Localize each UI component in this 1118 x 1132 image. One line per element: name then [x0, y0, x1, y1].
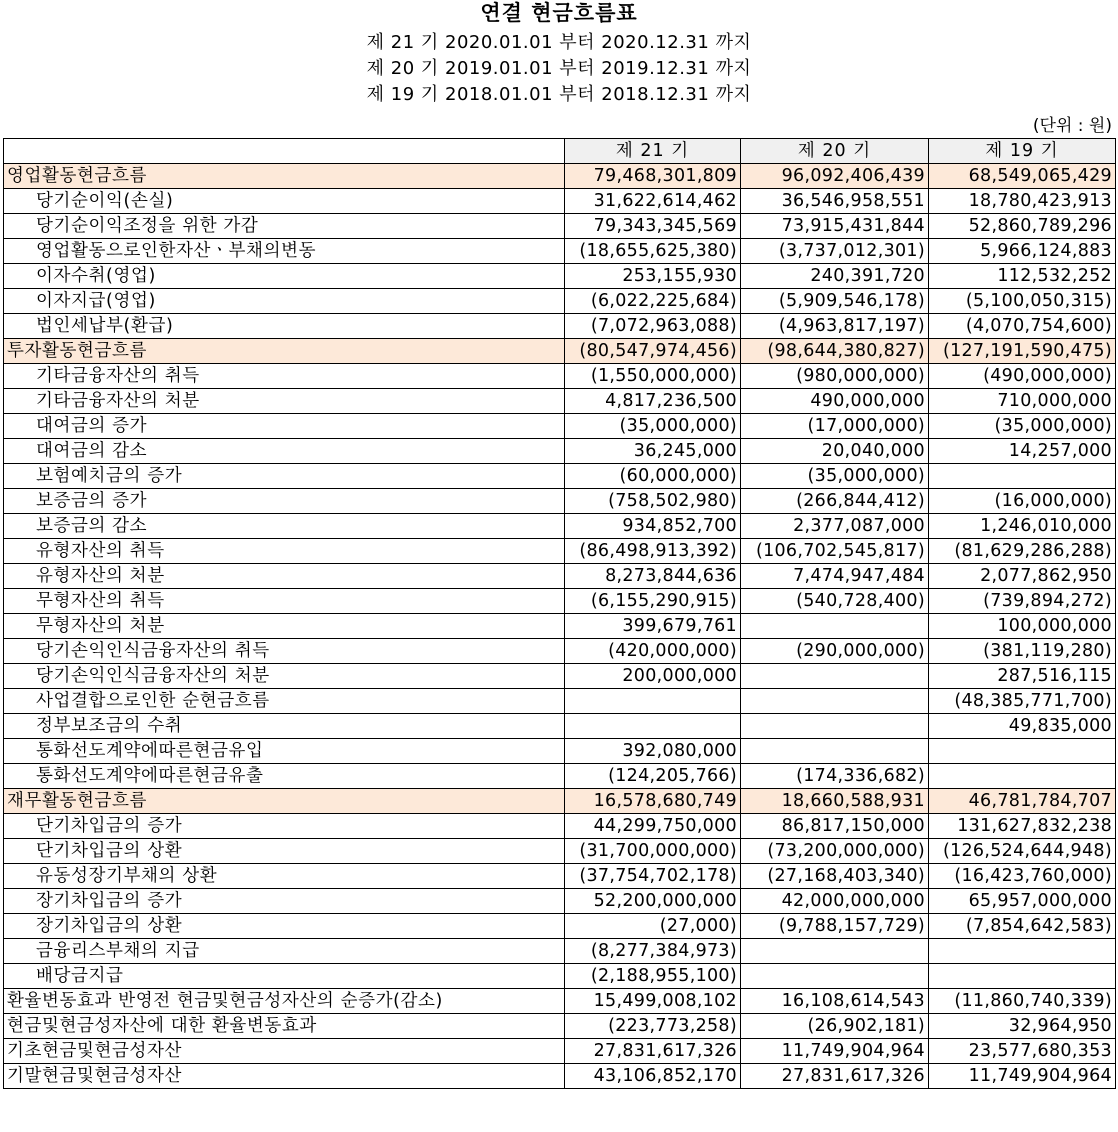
table-row: [4, 539, 1116, 564]
value-period-20: 16,108,614,543: [741, 989, 929, 1014]
value-period-21: (6,022,225,684): [565, 289, 741, 314]
value-period-19: 65,957,000,000: [929, 889, 1116, 914]
table-row: [4, 814, 1116, 839]
value-period-21: 27,831,617,326: [565, 1039, 741, 1064]
table-body: [4, 164, 1116, 1089]
row-label: 기말현금및현금성자산: [4, 1064, 565, 1089]
value-period-21: (1,550,000,000): [565, 364, 741, 389]
row-label: 기타금융자산의 처분: [4, 389, 565, 414]
header-period-19: 제 19 기: [929, 139, 1116, 164]
value-period-19: 11,749,904,964: [929, 1064, 1116, 1089]
value-period-20: [741, 664, 929, 689]
value-period-21: (2,188,955,100): [565, 964, 741, 989]
statement-title: 연결 현금흐름표: [480, 1, 638, 25]
row-label: 당기순이익(손실): [4, 189, 565, 214]
value-period-21: (37,754,702,178): [565, 864, 741, 889]
value-period-19: 287,516,115: [929, 664, 1116, 689]
section-row: [4, 339, 1116, 364]
table-row: [4, 764, 1116, 789]
table-row: [4, 314, 1116, 339]
value-period-21: 44,299,750,000: [565, 814, 741, 839]
value-period-19: 112,532,252: [929, 264, 1116, 289]
table-row: [4, 689, 1116, 714]
table-row: [4, 264, 1116, 289]
table-row: [4, 889, 1116, 914]
section-row: [4, 789, 1116, 814]
value-period-20: 2,377,087,000: [741, 514, 929, 539]
row-label: 당기순이익조정을 위한 가감: [4, 214, 565, 239]
value-period-19: 131,627,832,238: [929, 814, 1116, 839]
table-row: [4, 364, 1116, 389]
row-label: 보험예치금의 증가: [4, 464, 565, 489]
row-label: 영업활동현금흐름: [4, 164, 565, 189]
row-label: 무형자산의 취득: [4, 589, 565, 614]
table-row: [4, 189, 1116, 214]
value-period-20: (980,000,000): [741, 364, 929, 389]
period-line-20: 제 20 기 2019.01.01 부터 2019.12.31 까지: [366, 58, 752, 79]
value-period-20: (106,702,545,817): [741, 539, 929, 564]
value-period-21: 200,000,000: [565, 664, 741, 689]
period-line-19: 제 19 기 2018.01.01 부터 2018.12.31 까지: [366, 84, 752, 105]
value-period-19: [929, 764, 1116, 789]
row-label: 단기차입금의 상환: [4, 839, 565, 864]
table-row: [4, 939, 1116, 964]
row-label: 보증금의 증가: [4, 489, 565, 514]
value-period-20: [741, 689, 929, 714]
row-label: 투자활동현금흐름: [4, 339, 565, 364]
table-row: [4, 739, 1116, 764]
value-period-19: (48,385,771,700): [929, 689, 1116, 714]
value-period-20: (290,000,000): [741, 639, 929, 664]
value-period-19: (16,000,000): [929, 489, 1116, 514]
value-period-21: [565, 714, 741, 739]
value-period-20: [741, 739, 929, 764]
value-period-20: (27,168,403,340): [741, 864, 929, 889]
value-period-19: 18,780,423,913: [929, 189, 1116, 214]
value-period-20: (17,000,000): [741, 414, 929, 439]
value-period-21: (35,000,000): [565, 414, 741, 439]
value-period-20: 18,660,588,931: [741, 789, 929, 814]
value-period-20: (35,000,000): [741, 464, 929, 489]
row-label: 이자지급(영업): [4, 289, 565, 314]
value-period-19: 23,577,680,353: [929, 1039, 1116, 1064]
value-period-20: 27,831,617,326: [741, 1064, 929, 1089]
value-period-21: 52,200,000,000: [565, 889, 741, 914]
value-period-21: (18,655,625,380): [565, 239, 741, 264]
table-row: [4, 514, 1116, 539]
table-row: [4, 464, 1116, 489]
value-period-20: (98,644,380,827): [741, 339, 929, 364]
period-line-21: 제 21 기 2020.01.01 부터 2020.12.31 까지: [366, 32, 752, 53]
value-period-19: (81,629,286,288): [929, 539, 1116, 564]
row-label: 재무활동현금흐름: [4, 789, 565, 814]
value-period-20: 36,546,958,551: [741, 189, 929, 214]
value-period-21: (31,700,000,000): [565, 839, 741, 864]
row-label: 보증금의 감소: [4, 514, 565, 539]
value-period-21: 392,080,000: [565, 739, 741, 764]
row-label: 기초현금및현금성자산: [4, 1039, 565, 1064]
value-period-20: (266,844,412): [741, 489, 929, 514]
value-period-21: (7,072,963,088): [565, 314, 741, 339]
row-label: 금융리스부채의 지급: [4, 939, 565, 964]
value-period-21: 8,273,844,636: [565, 564, 741, 589]
table-row: [4, 639, 1116, 664]
value-period-19: (11,860,740,339): [929, 989, 1116, 1014]
value-period-19: 100,000,000: [929, 614, 1116, 639]
value-period-19: 1,246,010,000: [929, 514, 1116, 539]
value-period-19: (16,423,760,000): [929, 864, 1116, 889]
table-row: [4, 214, 1116, 239]
value-period-19: (381,119,280): [929, 639, 1116, 664]
value-period-21: 4,817,236,500: [565, 389, 741, 414]
value-period-20: [741, 939, 929, 964]
value-period-21: 31,622,614,462: [565, 189, 741, 214]
value-period-19: (35,000,000): [929, 414, 1116, 439]
value-period-21: 36,245,000: [565, 439, 741, 464]
value-period-19: 68,549,065,429: [929, 164, 1116, 189]
value-period-21: [565, 689, 741, 714]
row-label: 무형자산의 처분: [4, 614, 565, 639]
table-row: [4, 389, 1116, 414]
value-period-19: 14,257,000: [929, 439, 1116, 464]
value-period-19: (490,000,000): [929, 364, 1116, 389]
value-period-21: 79,343,345,569: [565, 214, 741, 239]
row-label: 사업결합으로인한 순현금흐름: [4, 689, 565, 714]
row-label: 기타금융자산의 취득: [4, 364, 565, 389]
value-period-19: (7,854,642,583): [929, 914, 1116, 939]
value-period-20: (5,909,546,178): [741, 289, 929, 314]
value-period-21: (6,155,290,915): [565, 589, 741, 614]
row-label: 통화선도계약에따른현금유입: [4, 739, 565, 764]
header-period-21: 제 21 기: [565, 139, 741, 164]
value-period-19: (739,894,272): [929, 589, 1116, 614]
value-period-21: 253,155,930: [565, 264, 741, 289]
value-period-19: (127,191,590,475): [929, 339, 1116, 364]
value-period-21: 934,852,700: [565, 514, 741, 539]
value-period-20: (174,336,682): [741, 764, 929, 789]
value-period-20: (540,728,400): [741, 589, 929, 614]
value-period-20: [741, 614, 929, 639]
value-period-19: [929, 939, 1116, 964]
row-label: 당기손익인식금융자산의 취득: [4, 639, 565, 664]
value-period-19: 49,835,000: [929, 714, 1116, 739]
value-period-19: 32,964,950: [929, 1014, 1116, 1039]
value-period-21: (86,498,913,392): [565, 539, 741, 564]
row-label: 법인세납부(환급): [4, 314, 565, 339]
value-period-20: 240,391,720: [741, 264, 929, 289]
row-label: 장기차입금의 증가: [4, 889, 565, 914]
row-label: 현금및현금성자산에 대한 환율변동효과: [4, 1014, 565, 1039]
value-period-20: 73,915,431,844: [741, 214, 929, 239]
table-row: [4, 1064, 1116, 1089]
value-period-20: 11,749,904,964: [741, 1039, 929, 1064]
table-row: [4, 289, 1116, 314]
table-row: [4, 239, 1116, 264]
value-period-19: (5,100,050,315): [929, 289, 1116, 314]
section-row: [4, 164, 1116, 189]
value-period-19: [929, 739, 1116, 764]
table-row: [4, 714, 1116, 739]
table-row: [4, 1014, 1116, 1039]
value-period-19: (4,070,754,600): [929, 314, 1116, 339]
value-period-20: (3,737,012,301): [741, 239, 929, 264]
table-row: [4, 564, 1116, 589]
value-period-21: (420,000,000): [565, 639, 741, 664]
value-period-20: 86,817,150,000: [741, 814, 929, 839]
value-period-21: (27,000): [565, 914, 741, 939]
value-period-21: 399,679,761: [565, 614, 741, 639]
value-period-19: 5,966,124,883: [929, 239, 1116, 264]
value-period-19: [929, 464, 1116, 489]
row-label: 유동성장기부채의 상환: [4, 864, 565, 889]
header-period-20: 제 20 기: [741, 139, 929, 164]
value-period-20: 42,000,000,000: [741, 889, 929, 914]
value-period-21: 79,468,301,809: [565, 164, 741, 189]
value-period-20: 490,000,000: [741, 389, 929, 414]
value-period-19: [929, 964, 1116, 989]
row-label: 대여금의 감소: [4, 439, 565, 464]
value-period-21: 43,106,852,170: [565, 1064, 741, 1089]
value-period-20: 96,092,406,439: [741, 164, 929, 189]
table-row: [4, 914, 1116, 939]
value-period-19: 710,000,000: [929, 389, 1116, 414]
row-label: 배당금지급: [4, 964, 565, 989]
table-row: [4, 614, 1116, 639]
value-period-21: (758,502,980): [565, 489, 741, 514]
row-label: 통화선도계약에따른현금유출: [4, 764, 565, 789]
table-row: [4, 439, 1116, 464]
value-period-19: 46,781,784,707: [929, 789, 1116, 814]
row-label: 당기손익인식금융자산의 처분: [4, 664, 565, 689]
table-row: [4, 489, 1116, 514]
value-period-20: (4,963,817,197): [741, 314, 929, 339]
value-period-21: 16,578,680,749: [565, 789, 741, 814]
value-period-19: 52,860,789,296: [929, 214, 1116, 239]
row-label: 정부보조금의 수취: [4, 714, 565, 739]
table-header-row: [4, 139, 1116, 164]
value-period-20: (73,200,000,000): [741, 839, 929, 864]
value-period-20: 20,040,000: [741, 439, 929, 464]
table-row: [4, 589, 1116, 614]
value-period-21: (80,547,974,456): [565, 339, 741, 364]
value-period-21: (8,277,384,973): [565, 939, 741, 964]
value-period-20: (9,788,157,729): [741, 914, 929, 939]
row-label: 단기차입금의 증가: [4, 814, 565, 839]
value-period-20: [741, 964, 929, 989]
value-period-20: 7,474,947,484: [741, 564, 929, 589]
cash-flow-table: [3, 138, 1116, 1089]
value-period-21: (60,000,000): [565, 464, 741, 489]
value-period-19: 2,077,862,950: [929, 564, 1116, 589]
row-label: 유형자산의 처분: [4, 564, 565, 589]
row-label: 장기차입금의 상환: [4, 914, 565, 939]
table-row: [4, 864, 1116, 889]
value-period-21: (124,205,766): [565, 764, 741, 789]
row-label: 이자수취(영업): [4, 264, 565, 289]
row-label: 유형자산의 취득: [4, 539, 565, 564]
value-period-20: (26,902,181): [741, 1014, 929, 1039]
row-label: 환율변동효과 반영전 현금및현금성자산의 순증가(감소): [4, 989, 565, 1014]
value-period-20: [741, 714, 929, 739]
table-row: [4, 964, 1116, 989]
row-label: 영업활동으로인한자산ㆍ부채의변동: [4, 239, 565, 264]
table-row: [4, 1039, 1116, 1064]
row-label: 대여금의 증가: [4, 414, 565, 439]
header-blank: [4, 139, 565, 164]
table-row: [4, 989, 1116, 1014]
table-row: [4, 414, 1116, 439]
table-row: [4, 664, 1116, 689]
table-row: [4, 839, 1116, 864]
unit-label: (단위 : 원): [1032, 116, 1112, 136]
value-period-21: (223,773,258): [565, 1014, 741, 1039]
value-period-21: 15,499,008,102: [565, 989, 741, 1014]
value-period-19: (126,524,644,948): [929, 839, 1116, 864]
